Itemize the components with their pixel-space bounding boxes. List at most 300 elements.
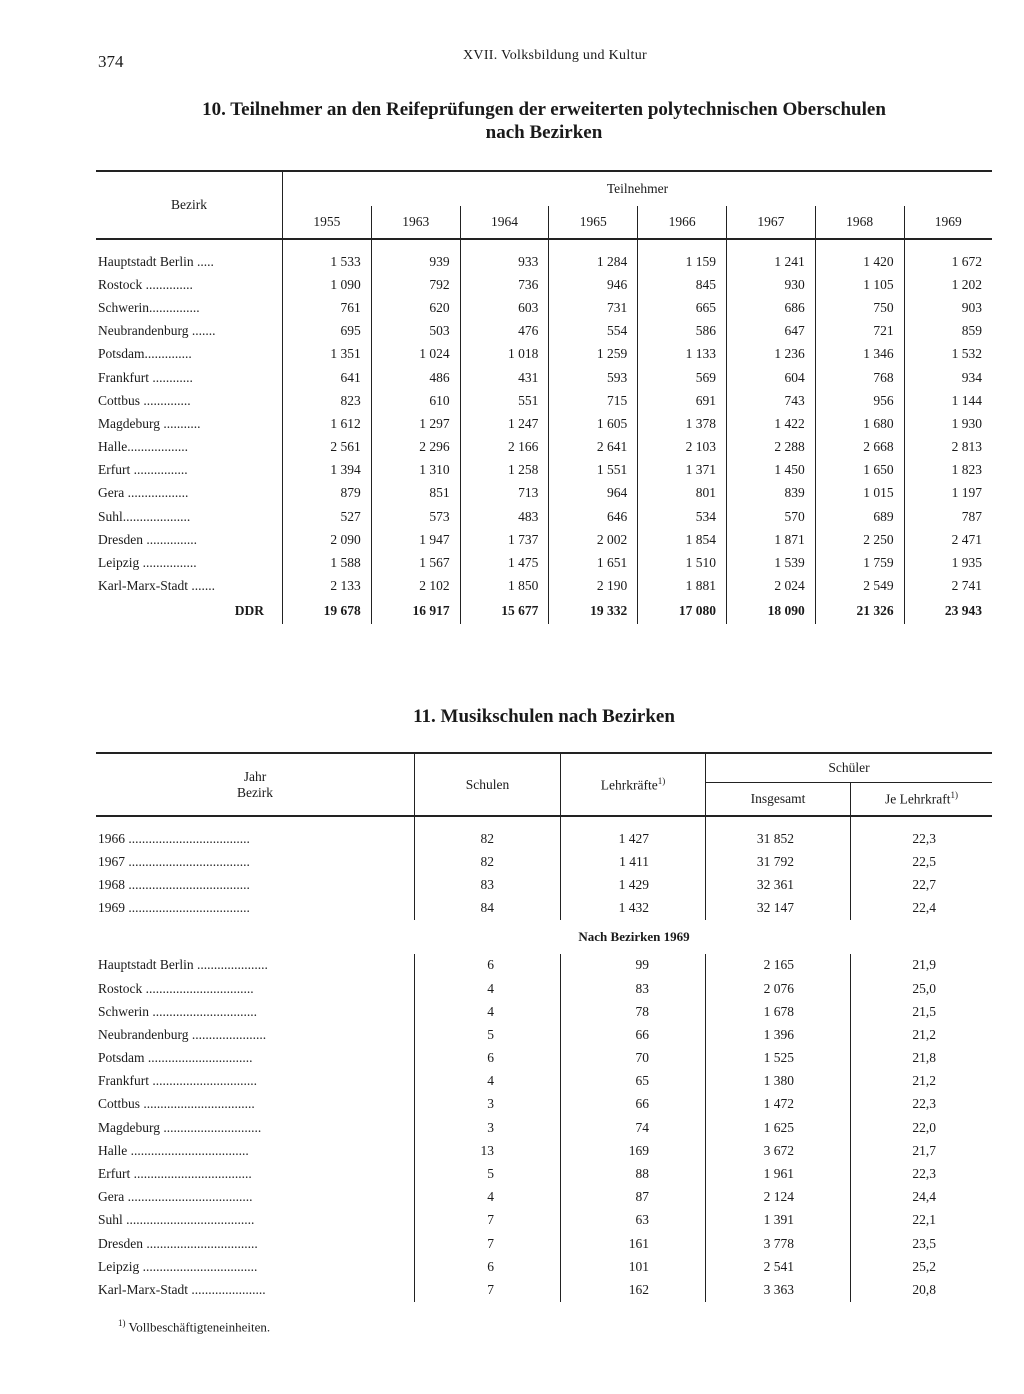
footnote-ref: 1) [657, 775, 666, 786]
cell-value: 31 852 [706, 816, 851, 850]
cell-value: 6 [487, 957, 494, 973]
cell-value: 1 351 [330, 346, 361, 362]
cell-value: 2 076 [706, 977, 851, 1000]
cell-value: 1 854 [638, 528, 727, 551]
cell-value: 1 532 [904, 343, 992, 366]
cell-value: 761 [340, 299, 361, 315]
cell-value: 750 [815, 296, 904, 319]
table11-row [96, 1162, 992, 1185]
footnote-ref: 1) [950, 790, 959, 801]
cell-value: 1 737 [460, 528, 549, 551]
table11-lehrkraefte-header [561, 753, 706, 816]
table10-title [96, 98, 992, 144]
cell-value: 1 378 [638, 412, 727, 435]
cell-value: 23,5 [851, 1232, 993, 1255]
cell-value: 686 [726, 296, 815, 319]
cell-value: 1 935 [904, 551, 992, 574]
cell-value: 1 450 [726, 459, 815, 482]
cell-value: 604 [726, 366, 815, 389]
table11-je-lehrkraft-header [851, 783, 993, 817]
cell-value: 486 [371, 366, 460, 389]
cell-value: 1 625 [706, 1116, 851, 1139]
row-label: Schwerin ............................... [96, 1000, 415, 1023]
table10-row [96, 389, 992, 412]
cell-value: 15 677 [460, 598, 549, 624]
cell-value: 3 672 [706, 1139, 851, 1162]
cell-value: 801 [638, 482, 727, 505]
row-label: Dresden ............... [96, 528, 283, 551]
cell-value: 839 [726, 482, 815, 505]
cell-value: 603 [460, 296, 549, 319]
table11-row [96, 1116, 992, 1139]
cell-value: 74 [561, 1116, 706, 1139]
cell-value: 823 [340, 392, 361, 408]
cell-value: 1 427 [561, 816, 706, 850]
row-label: Neubrandenburg ....... [96, 320, 283, 343]
cell-value: 934 [904, 366, 992, 389]
cell-value: 1 396 [706, 1023, 851, 1046]
cell-value: 787 [904, 505, 992, 528]
row-label: Halle.................. [96, 436, 283, 459]
cell-value: 946 [549, 273, 638, 296]
cell-value: 22,3 [851, 1162, 993, 1185]
cell-value: 21 326 [815, 598, 904, 624]
cell-value: 19 332 [549, 598, 638, 624]
cell-value: 1 672 [904, 239, 992, 273]
cell-value: 63 [561, 1209, 706, 1232]
cell-value: 1 133 [638, 343, 727, 366]
table10-row [96, 296, 992, 319]
table11-row [96, 816, 992, 850]
cell-value: 2 103 [638, 436, 727, 459]
cell-value: 859 [904, 320, 992, 343]
table11-schulen-header: Schulen [415, 753, 561, 816]
table10-year-header: 1965 [549, 206, 638, 239]
row-label: Suhl.................... [96, 505, 283, 528]
cell-value: 1 475 [460, 551, 549, 574]
table10-year-header: 1967 [726, 206, 815, 239]
cell-value: 2 813 [904, 436, 992, 459]
cell-value: 1 759 [815, 551, 904, 574]
table11-row [96, 1232, 992, 1255]
cell-value: 1 090 [330, 276, 361, 292]
table10-year-header: 1969 [904, 206, 992, 239]
cell-value: 1 510 [638, 551, 727, 574]
table11-row [96, 1209, 992, 1232]
cell-value: 22,5 [851, 850, 993, 873]
cell-value: 956 [815, 389, 904, 412]
cell-value: 930 [726, 273, 815, 296]
cell-value: 7 [487, 1235, 494, 1251]
cell-value: 964 [549, 482, 638, 505]
cell-value: 2 024 [726, 575, 815, 598]
cell-value: 1 930 [904, 412, 992, 435]
table11-lehrkraefte-label: Lehrkräfte [600, 777, 658, 793]
cell-value: 2 471 [904, 528, 992, 551]
cell-value: 5 [487, 1166, 494, 1182]
cell-value: 4 [487, 980, 494, 996]
cell-value: 1 823 [904, 459, 992, 482]
cell-value: 534 [638, 505, 727, 528]
cell-value: 933 [460, 239, 549, 273]
cell-value: 1 432 [561, 897, 706, 920]
cell-value: 610 [371, 389, 460, 412]
cell-value: 22,3 [851, 1093, 993, 1116]
cell-value: 32 361 [706, 873, 851, 896]
cell-value: 87 [561, 1186, 706, 1209]
cell-value: 792 [371, 273, 460, 296]
row-label: 1968 .................................... [96, 873, 415, 896]
table10-row [96, 273, 992, 296]
cell-value: 431 [460, 366, 549, 389]
cell-value: 1 429 [561, 873, 706, 896]
cell-value: 903 [904, 296, 992, 319]
cell-value: 851 [371, 482, 460, 505]
table10-total-row [96, 598, 992, 624]
cell-value: 647 [726, 320, 815, 343]
cell-value: 879 [340, 485, 361, 501]
table10-row [96, 412, 992, 435]
cell-value: 6 [487, 1050, 494, 1066]
cell-value: 1 420 [815, 239, 904, 273]
page-number: 374 [98, 52, 124, 71]
row-label: 1967 .................................... [96, 850, 415, 873]
table11-jahr-bezirk-header [96, 753, 415, 816]
row-label: Erfurt ................................... [96, 1162, 415, 1185]
row-label: Neubrandenburg ...................... [96, 1023, 415, 1046]
cell-value: 84 [480, 900, 494, 916]
cell-value: 7 [487, 1281, 494, 1297]
cell-value: 1 533 [330, 253, 361, 269]
cell-value: 65 [561, 1070, 706, 1093]
table10-row [96, 239, 992, 273]
cell-value: 22,4 [851, 897, 993, 920]
cell-value: 1 297 [371, 412, 460, 435]
cell-value: 721 [815, 320, 904, 343]
cell-value: 620 [371, 296, 460, 319]
cell-value: 70 [561, 1047, 706, 1070]
cell-value: 476 [460, 320, 549, 343]
cell-value: 2 741 [904, 575, 992, 598]
cell-value: 99 [561, 954, 706, 977]
row-label: Schwerin............... [96, 296, 283, 319]
table10-row [96, 366, 992, 389]
table11-row [96, 850, 992, 873]
cell-value: 4 [487, 1189, 494, 1205]
cell-value: 1 247 [460, 412, 549, 435]
cell-value: 66 [561, 1093, 706, 1116]
table11-row [96, 1047, 992, 1070]
cell-value: 2 002 [549, 528, 638, 551]
row-label: Frankfurt ............ [96, 366, 283, 389]
cell-value: 25,0 [851, 977, 993, 1000]
cell-value: 1 680 [815, 412, 904, 435]
row-label: DDR [96, 598, 283, 624]
cell-value: 731 [549, 296, 638, 319]
cell-value: 3 [487, 1096, 494, 1112]
table11-row [96, 1093, 992, 1116]
table10-title-line2: nach Bezirken [485, 122, 603, 143]
cell-value: 1 947 [371, 528, 460, 551]
table11-row [96, 897, 992, 920]
cell-value: 1 018 [460, 343, 549, 366]
table11-row [96, 1139, 992, 1162]
row-label: Leipzig ................ [96, 551, 283, 574]
row-label: Gera .................. [96, 482, 283, 505]
cell-value: 7 [487, 1212, 494, 1228]
row-label: Rostock .............. [96, 273, 283, 296]
cell-value: 1 551 [549, 459, 638, 482]
cell-value: 5 [487, 1026, 494, 1042]
cell-value: 695 [340, 323, 361, 339]
table10-row [96, 575, 992, 598]
cell-value: 1 850 [460, 575, 549, 598]
row-label: Magdeburg ........... [96, 412, 283, 435]
cell-value: 2 090 [330, 531, 361, 547]
cell-value: 88 [561, 1162, 706, 1185]
cell-value: 1 159 [638, 239, 727, 273]
cell-value: 2 166 [460, 436, 549, 459]
cell-value: 1 371 [638, 459, 727, 482]
table11-title: 11. Musikschulen nach Bezirken [413, 706, 675, 727]
cell-value: 82 [480, 830, 494, 846]
cell-value: 1 881 [638, 575, 727, 598]
cell-value: 743 [726, 389, 815, 412]
cell-value: 3 363 [706, 1278, 851, 1301]
cell-value: 17 080 [638, 598, 727, 624]
table11-row [96, 1186, 992, 1209]
cell-value: 483 [460, 505, 549, 528]
cell-value: 83 [561, 977, 706, 1000]
table10-row [96, 551, 992, 574]
cell-value: 31 792 [706, 850, 851, 873]
cell-value: 1 380 [706, 1070, 851, 1093]
cell-value: 21,8 [851, 1047, 993, 1070]
row-label: Frankfurt ............................... [96, 1070, 415, 1093]
cell-value: 570 [726, 505, 815, 528]
table10-row [96, 320, 992, 343]
cell-value: 83 [480, 876, 494, 892]
cell-value: 13 [480, 1142, 494, 1158]
cell-value: 66 [561, 1023, 706, 1046]
cell-value: 554 [549, 320, 638, 343]
cell-value: 19 678 [323, 602, 361, 618]
row-label: Karl-Marx-Stadt ...................... [96, 1278, 415, 1301]
table11-row [96, 873, 992, 896]
table11-insgesamt-header: Insgesamt [706, 783, 851, 817]
cell-value: 1 024 [371, 343, 460, 366]
table10-row [96, 505, 992, 528]
row-label: Hauptstadt Berlin ..... [96, 239, 283, 273]
cell-value: 1 588 [330, 555, 361, 571]
cell-value: 573 [371, 505, 460, 528]
table10-row [96, 459, 992, 482]
cell-value: 162 [561, 1278, 706, 1301]
cell-value: 1 411 [561, 850, 706, 873]
row-label: 1966 .................................... [96, 816, 415, 850]
cell-value: 2 561 [330, 439, 361, 455]
cell-value: 1 525 [706, 1047, 851, 1070]
row-label: Karl-Marx-Stadt ....... [96, 575, 283, 598]
cell-value: 24,4 [851, 1186, 993, 1209]
cell-value: 21,7 [851, 1139, 993, 1162]
cell-value: 169 [561, 1139, 706, 1162]
cell-value: 6 [487, 1258, 494, 1274]
cell-value: 939 [371, 239, 460, 273]
cell-value: 768 [815, 366, 904, 389]
cell-value: 845 [638, 273, 727, 296]
row-label: Halle ................................... [96, 1139, 415, 1162]
cell-value: 18 090 [726, 598, 815, 624]
cell-value: 16 917 [371, 598, 460, 624]
table10-title-line1: 10. Teilnehmer an den Reifeprüfungen der erweiterten polytechnischen Oberschulen [202, 99, 886, 120]
cell-value: 2 250 [815, 528, 904, 551]
cell-value: 1 651 [549, 551, 638, 574]
cell-value: 3 [487, 1119, 494, 1135]
table10-year-header: 1966 [638, 206, 727, 239]
footnote [118, 1318, 270, 1335]
cell-value: 82 [480, 853, 494, 869]
cell-value: 1 394 [330, 462, 361, 478]
table11-jahr-label: Jahr [243, 768, 267, 784]
cell-value: 1 539 [726, 551, 815, 574]
cell-value: 569 [638, 366, 727, 389]
cell-value: 1 144 [904, 389, 992, 412]
cell-value: 25,2 [851, 1255, 993, 1278]
cell-value: 22,1 [851, 1209, 993, 1232]
table11-schueler-header: Schüler [706, 753, 993, 783]
cell-value: 736 [460, 273, 549, 296]
cell-value: 21,9 [851, 954, 993, 977]
cell-value: 527 [340, 508, 361, 524]
running-head: XVII. Volksbildung und Kultur [463, 48, 647, 63]
table11-row [96, 1023, 992, 1046]
cell-value: 2 102 [371, 575, 460, 598]
cell-value: 2 668 [815, 436, 904, 459]
footnote-mark: 1) [118, 1318, 126, 1328]
cell-value: 2 549 [815, 575, 904, 598]
table11-bezirk-label: Bezirk [237, 784, 273, 800]
cell-value: 1 961 [706, 1162, 851, 1185]
table11-row [96, 954, 992, 977]
row-label: Rostock ................................ [96, 977, 415, 1000]
cell-value: 1 678 [706, 1000, 851, 1023]
cell-value: 78 [561, 1000, 706, 1023]
cell-value: 21,2 [851, 1070, 993, 1093]
cell-value: 1 346 [815, 343, 904, 366]
cell-value: 2 541 [706, 1255, 851, 1278]
row-label: Gera ..................................... [96, 1186, 415, 1209]
cell-value: 1 605 [549, 412, 638, 435]
table10-year-header: 1964 [460, 206, 549, 239]
cell-value: 1 650 [815, 459, 904, 482]
cell-value: 1 284 [549, 239, 638, 273]
cell-value: 4 [487, 1003, 494, 1019]
cell-value: 1 105 [815, 273, 904, 296]
cell-value: 1 422 [726, 412, 815, 435]
cell-value: 161 [561, 1232, 706, 1255]
cell-value: 1 258 [460, 459, 549, 482]
cell-value: 646 [549, 505, 638, 528]
cell-value: 1 871 [726, 528, 815, 551]
cell-value: 1 236 [726, 343, 815, 366]
cell-value: 715 [549, 389, 638, 412]
cell-value: 2 165 [706, 954, 851, 977]
cell-value: 713 [460, 482, 549, 505]
cell-value: 20,8 [851, 1278, 993, 1301]
cell-value: 2 190 [549, 575, 638, 598]
cell-value: 2 133 [330, 578, 361, 594]
cell-value: 1 241 [726, 239, 815, 273]
table11-row [96, 977, 992, 1000]
row-label: Erfurt ................ [96, 459, 283, 482]
row-label: Cottbus .............. [96, 389, 283, 412]
footnote-text: Vollbeschäftigteneinheiten. [128, 1319, 271, 1335]
table10-row [96, 482, 992, 505]
cell-value: 503 [371, 320, 460, 343]
row-label: Cottbus ................................. [96, 1093, 415, 1116]
cell-value: 1 391 [706, 1209, 851, 1232]
cell-value: 1 259 [549, 343, 638, 366]
cell-value: 1 310 [371, 459, 460, 482]
cell-value: 593 [549, 366, 638, 389]
table10-year-header: 1963 [371, 206, 460, 239]
cell-value: 4 [487, 1073, 494, 1089]
cell-value: 2 288 [726, 436, 815, 459]
cell-value: 2 124 [706, 1186, 851, 1209]
table10-row [96, 343, 992, 366]
cell-value: 101 [561, 1255, 706, 1278]
row-label: Hauptstadt Berlin ..................... [96, 954, 415, 977]
cell-value: 1 567 [371, 551, 460, 574]
row-label: 1969 .................................... [96, 897, 415, 920]
cell-value: 1 015 [815, 482, 904, 505]
cell-value: 691 [638, 389, 727, 412]
cell-value: 586 [638, 320, 727, 343]
cell-value: 2 296 [371, 436, 460, 459]
table11-row [96, 1255, 992, 1278]
table11-row [96, 1070, 992, 1093]
table10-year-header: 1955 [283, 206, 372, 239]
row-label: Suhl ...................................... [96, 1209, 415, 1232]
cell-value: 22,3 [851, 816, 993, 850]
table10-row [96, 528, 992, 551]
cell-value: 1 472 [706, 1093, 851, 1116]
cell-value: 21,5 [851, 1000, 993, 1023]
row-label: Dresden ................................. [96, 1232, 415, 1255]
cell-value: 689 [815, 505, 904, 528]
cell-value: 665 [638, 296, 727, 319]
cell-value: 32 147 [706, 897, 851, 920]
cell-value: 21,2 [851, 1023, 993, 1046]
cell-value: 22,7 [851, 873, 993, 896]
table11-subheading-row [96, 920, 992, 954]
cell-value: 2 641 [549, 436, 638, 459]
cell-value: 1 197 [904, 482, 992, 505]
row-label: Leipzig .................................. [96, 1255, 415, 1278]
table10 [96, 170, 992, 624]
row-label: Potsdam.............. [96, 343, 283, 366]
table11-row [96, 1278, 992, 1301]
cell-value: 641 [340, 369, 361, 385]
table10-row [96, 436, 992, 459]
table10-group-header: Teilnehmer [283, 171, 993, 206]
row-label: Magdeburg ............................. [96, 1116, 415, 1139]
cell-value: 23 943 [904, 598, 992, 624]
cell-value: 551 [460, 389, 549, 412]
row-label: Potsdam ............................... [96, 1047, 415, 1070]
cell-value: 1 202 [904, 273, 992, 296]
